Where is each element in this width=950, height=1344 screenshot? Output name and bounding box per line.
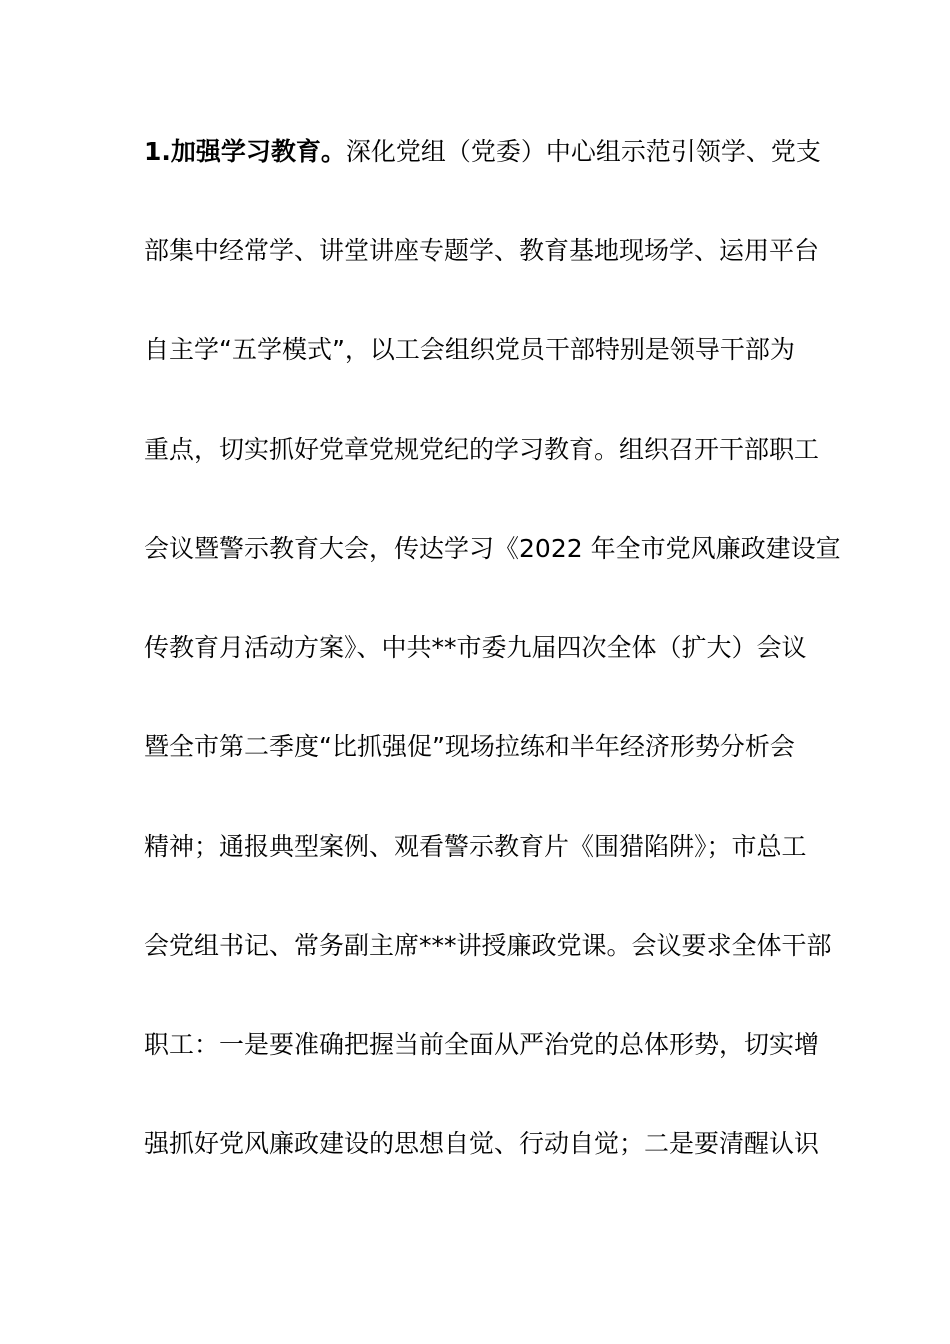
paragraph-line: 传教育月活动方案》、中共**市委九届四次全体（扩大）会议 bbox=[144, 633, 807, 662]
paragraph-line: 精神；通报典型案例、观看警示教育片《围猎陷阱》；市总工 bbox=[144, 832, 807, 861]
paragraph-line: 部集中经常学、讲堂讲座专题学、教育基地现场学、运用平台 bbox=[144, 236, 820, 265]
paragraph-line: 会议暨警示教育大会，传达学习《2022 年全市党风廉政建设宣 bbox=[144, 534, 841, 563]
paragraph-line: 强抓好党风廉政建设的思想自觉、行动自觉；二是要清醒认识 bbox=[144, 1129, 820, 1158]
paragraph-line: 自主学“五学模式”，以工会组织党员干部特别是领导干部为 bbox=[144, 335, 795, 364]
paragraph-line: 会党组书记、常务副主席***讲授廉政党课。会议要求全体干部 bbox=[144, 931, 832, 960]
paragraph-line: 重点，切实抓好党章党规党纪的学习教育。组织召开干部职工 bbox=[144, 435, 820, 464]
line-text: 深化党组（党委）中心组示范引领学、党支 bbox=[345, 137, 821, 166]
paragraph-line: 职工：一是要准确把握当前全面从严治党的总体形势，切实增 bbox=[144, 1030, 820, 1059]
paragraph-line bbox=[144, 134, 824, 170]
paragraph-line: 暨全市第二季度“比抓强促”现场拉练和半年经济形势分析会 bbox=[144, 732, 795, 761]
section-heading: 1.加强学习教育。 bbox=[144, 137, 346, 166]
